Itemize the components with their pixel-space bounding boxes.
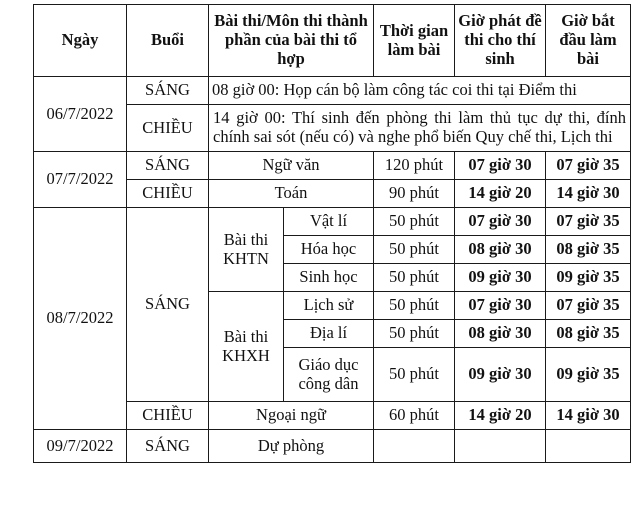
subject-cell: Giáo dục công dân [284,348,374,402]
session-cell: SÁNG [127,152,209,180]
duration-cell [374,430,455,463]
duration-cell: 50 phút [374,320,455,348]
subject-cell: Ngữ văn [209,152,374,180]
duration-cell: 90 phút [374,180,455,208]
release-time-cell: 09 giờ 30 [455,348,546,402]
table-row [34,208,631,236]
release-time-cell [455,430,546,463]
start-time-cell: 08 giờ 35 [546,320,631,348]
header-subject: Bài thi/Môn thi thành phần của bài thi tổ hợp [209,5,374,77]
exam-schedule-sheet [33,4,630,482]
session-cell: CHIỀU [127,105,209,152]
start-time-cell: 09 giờ 35 [546,348,631,402]
note-cell: 14 giờ 00: Thí sinh đến phòng thi làm thủ tục dự thi, đính chính sai sót (nếu có) và nghe phổ biến Quy chế thi, Lịch thi [209,105,631,152]
start-time-cell [546,430,631,463]
duration-cell: 50 phút [374,348,455,402]
table-row [34,430,631,463]
day-cell: 06/7/2022 [34,77,127,152]
subject-cell: Lịch sử [284,292,374,320]
duration-cell: 60 phút [374,402,455,430]
day-cell: 08/7/2022 [34,208,127,430]
subject-cell: Dự phòng [209,430,374,463]
start-time-cell: 09 giờ 35 [546,264,631,292]
day-cell: 07/7/2022 [34,152,127,208]
header-duration: Thời gian làm bài [374,5,455,77]
release-time-cell: 08 giờ 30 [455,320,546,348]
subject-cell: Hóa học [284,236,374,264]
start-time-cell: 07 giờ 35 [546,152,631,180]
group-cell-khtn: Bài thi KHTN [209,208,284,292]
release-time-cell: 07 giờ 30 [455,292,546,320]
duration-cell: 120 phút [374,152,455,180]
header-start-time: Giờ bắt đầu làm bài [546,5,631,77]
session-cell: SÁNG [127,208,209,402]
start-time-cell: 08 giờ 35 [546,236,631,264]
release-time-cell: 14 giờ 20 [455,180,546,208]
subject-cell: Ngoại ngữ [209,402,374,430]
duration-cell: 50 phút [374,208,455,236]
start-time-cell: 07 giờ 35 [546,292,631,320]
start-time-cell: 14 giờ 30 [546,402,631,430]
header-release-time: Giờ phát đề thi cho thí sinh [455,5,546,77]
session-cell: SÁNG [127,77,209,105]
release-time-cell: 08 giờ 30 [455,236,546,264]
header-row [34,5,631,77]
header-day: Ngày [34,5,127,77]
exam-schedule-table [33,4,631,463]
session-cell: CHIỀU [127,402,209,430]
duration-cell: 50 phút [374,264,455,292]
duration-cell: 50 phút [374,236,455,264]
session-cell: CHIỀU [127,180,209,208]
day-cell: 09/7/2022 [34,430,127,463]
release-time-cell: 07 giờ 30 [455,208,546,236]
start-time-cell: 14 giờ 30 [546,180,631,208]
subject-cell: Vật lí [284,208,374,236]
duration-cell: 50 phút [374,292,455,320]
release-time-cell: 14 giờ 20 [455,402,546,430]
table-row [34,77,631,105]
group-cell-khxh: Bài thi KHXH [209,292,284,402]
table-row [34,152,631,180]
release-time-cell: 09 giờ 30 [455,264,546,292]
start-time-cell: 07 giờ 35 [546,208,631,236]
header-session: Buổi [127,5,209,77]
session-cell: SÁNG [127,430,209,463]
note-cell: 08 giờ 00: Họp cán bộ làm công tác coi thi tại Điểm thi [209,77,631,105]
release-time-cell: 07 giờ 30 [455,152,546,180]
subject-cell: Toán [209,180,374,208]
subject-cell: Sinh học [284,264,374,292]
subject-cell: Địa lí [284,320,374,348]
